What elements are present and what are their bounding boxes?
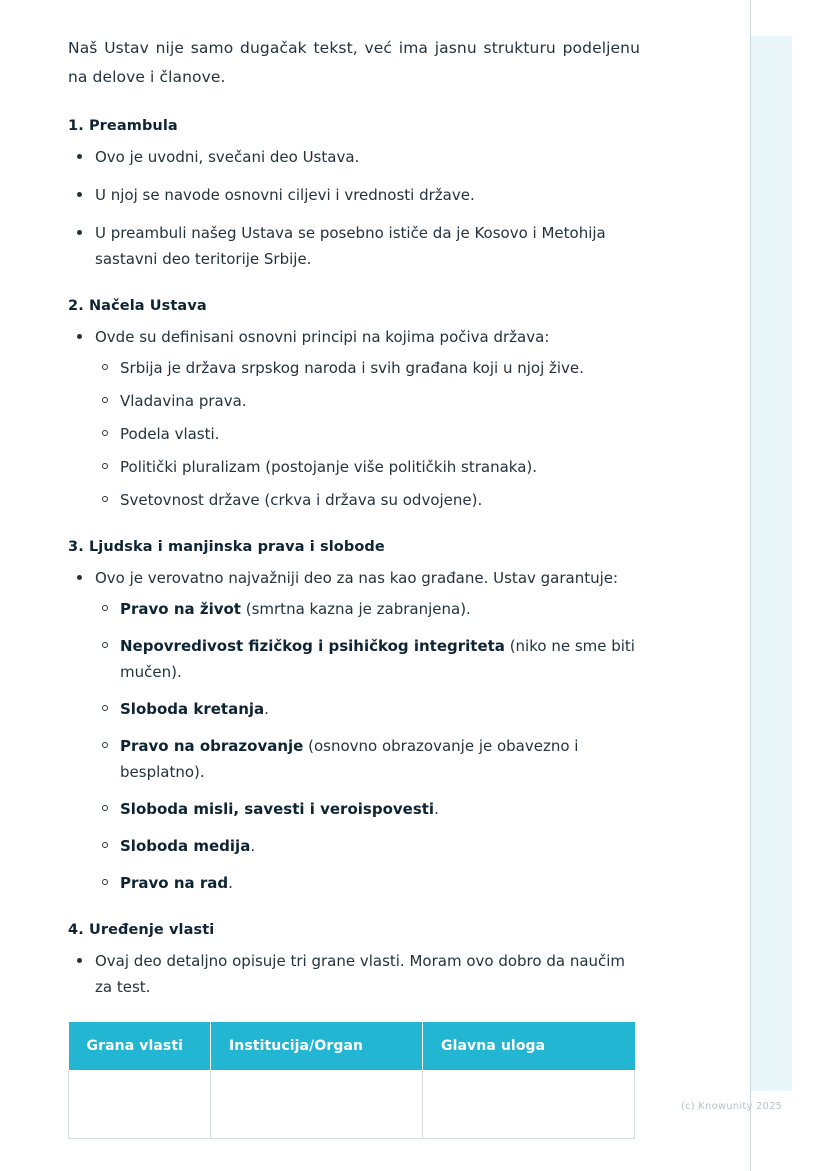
right-detail: (osnovno obrazovanje je obavezno i besplatno).	[120, 737, 579, 781]
right-detail: .	[434, 800, 439, 818]
table-cell	[211, 1070, 423, 1139]
right-detail: (niko ne sme biti mučen).	[120, 637, 635, 681]
government-branches-table	[68, 1022, 635, 1139]
table-row	[69, 1070, 635, 1139]
right-detail: .	[228, 874, 233, 892]
list-item: Ovo je uvodni, svečani deo Ustava.	[68, 144, 640, 170]
list-item: U njoj se navode osnovni ciljevi i vrednosti države.	[68, 182, 640, 208]
section-heading-preambula: 1. Preambula	[68, 118, 178, 134]
footer-credit: (c) Knowunity 2025	[681, 1101, 783, 1112]
right-term: Sloboda medija	[120, 837, 251, 855]
section-1-list	[68, 144, 640, 272]
section-heading-uredjenje-vlasti: 4. Uređenje vlasti	[68, 922, 215, 938]
list-item	[95, 696, 640, 722]
list-item-lead: Ovo je verovatno najvažniji deo za nas kao građane. Ustav garantuje:	[95, 569, 619, 587]
table-header-cell: Institucija/Organ	[211, 1022, 423, 1070]
list-item	[68, 324, 640, 513]
list-item	[95, 633, 640, 685]
list-item: Svetovnost države (crkva i država su odvojene).	[95, 487, 640, 513]
right-term: Nepovredivost fizičkog i psihičkog integriteta	[120, 637, 505, 655]
section-heading-ljudska-prava: 3. Ljudska i manjinska prava i slobode	[68, 539, 385, 555]
list-item: Ovaj deo detaljno opisuje tri grane vlasti. Moram ovo dobro da naučim za test.	[68, 948, 640, 1000]
right-term: Pravo na život	[120, 600, 241, 618]
page-side-strip	[751, 36, 792, 1091]
section-3-list	[68, 565, 640, 896]
section-heading-nacela-ustava: 2. Načela Ustava	[68, 298, 207, 314]
list-item-lead: Ovde su definisani osnovni principi na kojima počiva država:	[95, 328, 550, 346]
list-item	[95, 796, 640, 822]
right-term: Pravo na rad	[120, 874, 229, 892]
table-header-row	[69, 1022, 635, 1070]
list-item	[95, 833, 640, 859]
section-2-list	[68, 324, 640, 513]
section-2-sublist	[95, 355, 640, 513]
table-cell	[69, 1070, 211, 1139]
list-item	[95, 870, 640, 896]
table-header-cell: Grana vlasti	[69, 1022, 211, 1070]
list-item	[68, 565, 640, 896]
right-term: Pravo na obrazovanje	[120, 737, 304, 755]
table-cell	[423, 1070, 635, 1139]
list-item: U preambuli našeg Ustava se posebno ističe da je Kosovo i Metohija sastavni deo teritorije Srbije.	[68, 220, 640, 272]
right-term: Sloboda kretanja	[120, 700, 265, 718]
intro-paragraph: Naš Ustav nije samo dugačak tekst, već ima jasnu strukturu podeljenu na delove i članove.	[68, 39, 640, 86]
list-item: Srbija je država srpskog naroda i svih građana koji u njoj žive.	[95, 355, 640, 381]
section-4-list	[68, 948, 640, 1000]
right-term: Sloboda misli, savesti i veroispovesti	[120, 800, 435, 818]
right-detail: (smrtna kazna je zabranjena).	[240, 600, 471, 618]
right-detail: .	[250, 837, 256, 855]
list-item: Vladavina prava.	[95, 388, 640, 414]
list-item: Politički pluralizam (postojanje više političkih stranaka).	[95, 454, 640, 480]
right-detail: .	[264, 700, 269, 718]
list-item	[95, 596, 640, 622]
list-item: Podela vlasti.	[95, 421, 640, 447]
table-header-cell: Glavna uloga	[423, 1022, 635, 1070]
list-item	[95, 733, 640, 785]
section-3-sublist	[95, 596, 640, 896]
document-content	[68, 34, 640, 1139]
